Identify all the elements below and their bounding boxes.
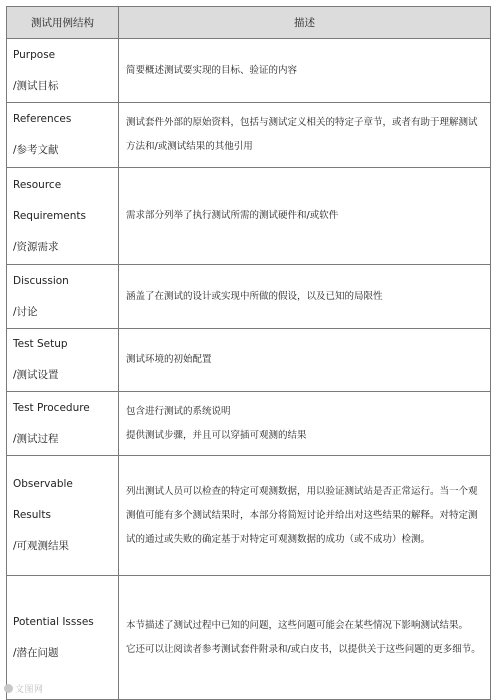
- row-name-cell: [7, 103, 119, 168]
- table-row: [7, 39, 491, 103]
- row-name-en: Potential Issses: [13, 615, 94, 628]
- description-paragraph: 包含进行测试的系统说明: [126, 405, 231, 417]
- row-name-cell: [7, 39, 119, 103]
- row-name-cell: [7, 576, 119, 700]
- row-description: [119, 456, 491, 576]
- description-paragraph: 列出测试人员可以检查的特定可观测数据，用以验证测试站是否正常运行。当一个观测值可能有多个测试结果时，本部分将简短讨论并给出对这些结果的解释。对特定测试的通过或失败的确定基于对特定可观测数据的成功（或不成功）检测。: [126, 485, 478, 545]
- watermark-text: 文图网: [15, 685, 44, 695]
- table-row: [7, 168, 491, 265]
- watermark-logo-icon: [4, 684, 13, 693]
- row-name-zh: /可观测结果: [13, 540, 70, 552]
- row-name-en: Test Procedure: [13, 401, 90, 414]
- row-name-cell: [7, 329, 119, 392]
- description-paragraph: 提供测试步骤，并且可以穿插可观测的结果: [126, 429, 307, 441]
- row-name-zh: /测试目标: [13, 79, 59, 92]
- watermark: [4, 682, 44, 695]
- row-description: [119, 576, 491, 700]
- row-description: [119, 392, 491, 456]
- row-name-zh: /潜在问题: [13, 646, 59, 659]
- row-name-en: Observable Results: [13, 478, 73, 521]
- row-name-cell: [7, 265, 119, 329]
- row-description: [119, 39, 491, 103]
- table-row: [7, 576, 491, 700]
- row-name-cell: [7, 168, 119, 265]
- table-header-row: [7, 7, 491, 39]
- header-description: 描述: [119, 7, 491, 39]
- description-paragraph: 测试环境的初始配置: [126, 354, 212, 365]
- row-name-cell: [7, 456, 119, 576]
- row-name-zh: /测试设置: [13, 369, 59, 381]
- header-structure: 测试用例结构: [7, 7, 119, 39]
- row-name-en: References: [13, 113, 72, 125]
- description-paragraph: 本节描述了测试过程中已知的问题，这些问题可能会在某些情况下影响测试结果。: [126, 619, 469, 631]
- table-row: [7, 103, 491, 168]
- table-row: [7, 456, 491, 576]
- table-row: [7, 329, 491, 392]
- description-paragraph: 简要概述测试要实现的目标、验证的内容: [126, 64, 298, 76]
- table-row: [7, 392, 491, 456]
- row-name-zh: /参考文献: [13, 144, 59, 156]
- row-description: [119, 103, 491, 168]
- row-name-en: Resource Requirements: [13, 178, 86, 222]
- row-description: [119, 329, 491, 392]
- description-paragraph: 测试套件外部的原始资料，包括与测试定义相关的特定子章节，或者有助于理解测试方法和/或测试结果的其他引用: [126, 117, 478, 152]
- description-paragraph: 它还可以让阅读者参考测试套件附录和/或白皮书，以提供关于这些问题的更多细节。: [126, 643, 481, 655]
- row-description: [119, 168, 491, 265]
- description-paragraph: 需求部分列举了执行测试所需的测试硬件和/或软件: [126, 210, 339, 221]
- test-case-structure-table: [6, 6, 491, 700]
- row-name-zh: /讨论: [13, 305, 38, 318]
- row-name-en: Test Setup: [13, 338, 68, 350]
- row-description: [119, 265, 491, 329]
- table-row: [7, 265, 491, 329]
- row-name-cell: [7, 392, 119, 456]
- row-name-en: Discussion: [13, 274, 69, 287]
- row-name-zh: /资源需求: [13, 240, 59, 253]
- row-name-en: Purpose: [13, 48, 56, 61]
- description-paragraph: 涵盖了在测试的设计或实现中所做的假设，以及已知的局限性: [126, 290, 383, 302]
- row-name-zh: /测试过程: [13, 432, 59, 445]
